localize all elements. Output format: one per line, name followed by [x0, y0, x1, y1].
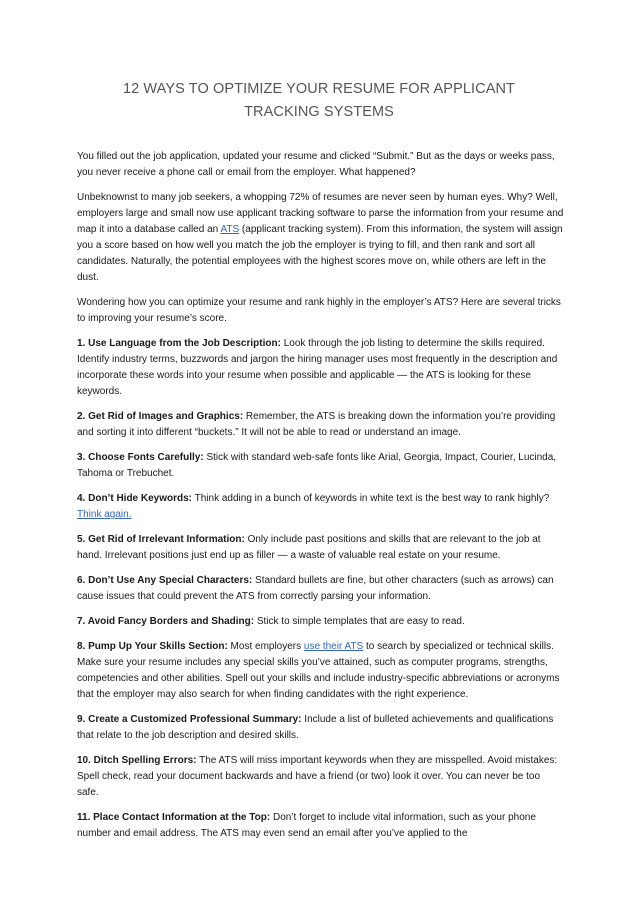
ats-link[interactable]: ATS [220, 224, 240, 235]
tip-10: 10. Ditch Spelling Errors: The ATS will miss important keywords when they are misspelled. Avoid mistakes: Spell check, read your document backwards and have a friend (or two) look it over. You can never be too safe. [77, 755, 558, 798]
tip-8: 8. Pump Up Your Skills Section: Most employers use their ATS to search by specialized or technical skills. Make sure your resume includes any special skills you’ve attained, such as computer programs, strengths, competencies and other abilities. Spell out your skills and include industry-specific abbreviations or acronyms that the employer may also search for when finding candidates with the right experience. [77, 641, 560, 700]
tip-6: 6. Don’t Use Any Special Characters: Standard bullets are fine, but other characters (such as arrows) can cause issues that could prevent the ATS from correctly parsing your information. [77, 575, 554, 602]
tip-heading: 2. Get Rid of Images and Graphics: [77, 411, 244, 422]
tip-heading: 4. Don’t Hide Keywords: [77, 493, 193, 504]
tip-7: 7. Avoid Fancy Borders and Shading: Stick to simple templates that are easy to read. [77, 616, 465, 627]
document-body [77, 149, 564, 851]
tip-2: 2. Get Rid of Images and Graphics: Remember, the ATS is breaking down the information you’re providing and sorting it into different “buckets.” It will not be able to read or understand an image. [77, 411, 556, 438]
page-title: 12 WAYS TO OPTIMIZE YOUR RESUME FOR APPLICANT TRACKING SYSTEMS [122, 81, 516, 120]
intro-paragraph-2: Unbeknownst to many job seekers, a whopping 72% of resumes are never seen by human eyes. Why? Well, employers large and small now use applicant tracking software to parse the information from your resume and map it into a database called an ATS (applicant tracking system). From this information, the system will assign you a score based on how well you match the job the employer is trying to fill, and then rank and sort all candidates. Naturally, the potential employees with the highest scores move on, while others are left in the dust. [77, 192, 564, 283]
tip-3: 3. Choose Fonts Carefully: Stick with standard web-safe fonts like Arial, Georgia, Impact, Courier, Lucinda, Tahoma or Trebuchet. [77, 452, 557, 479]
intro-paragraph-1: You filled out the job application, updated your resume and clicked “Submit.” But as the days or weeks pass, you never receive a phone call or email from the employer. What happened? [77, 151, 555, 178]
tip-1: 1. Use Language from the Job Description: Look through the job listing to determine the skills required. Identify industry terms, buzzwords and jargon the hiring manager uses most frequently in the description and incorporate these words into your resume when possible and applicable — the ATS is looking for these keywords. [77, 338, 558, 397]
think-again-link[interactable]: Think again. [77, 509, 132, 520]
tip-heading: 5. Get Rid of Irrelevant Information: [77, 534, 245, 545]
tip-heading: 6. Don’t Use Any Special Characters: [77, 575, 253, 586]
tip-heading: 8. Pump Up Your Skills Section: [77, 641, 228, 652]
tip-heading: 3. Choose Fonts Carefully: [77, 452, 204, 463]
intro-paragraph-3: Wondering how you can optimize your resume and rank highly in the employer’s ATS? Here are several tricks to improving your resume’s score. [77, 297, 561, 324]
tip-heading: 9. Create a Customized Professional Summary: [77, 714, 302, 725]
tip-11: 11. Place Contact Information at the Top: Don’t forget to include vital information, such as your phone number and email address. The ATS may even send an email after you’ve applied to the [77, 812, 536, 839]
use-their-ats-link[interactable]: use their ATS [303, 641, 364, 652]
tip-heading: 10. Ditch Spelling Errors: [77, 755, 197, 766]
tip-4: 4. Don’t Hide Keywords: Think adding in a bunch of keywords in white text is the best way to rank highly? Think again. [77, 493, 550, 520]
tip-heading: 7. Avoid Fancy Borders and Shading: [77, 616, 255, 627]
tip-5: 5. Get Rid of Irrelevant Information: Only include past positions and skills that are relevant to the job at hand. Irrelevant positions just end up as filler — a waste of valuable real estate on your resume. [77, 534, 541, 561]
tip-heading: 11. Place Contact Information at the Top: [77, 812, 271, 823]
tip-heading: 1. Use Language from the Job Description: [77, 338, 281, 349]
tip-9: 9. Create a Customized Professional Summary: Include a list of bulleted achievements and qualifications that relate to the job description and desired skills. [77, 714, 554, 741]
